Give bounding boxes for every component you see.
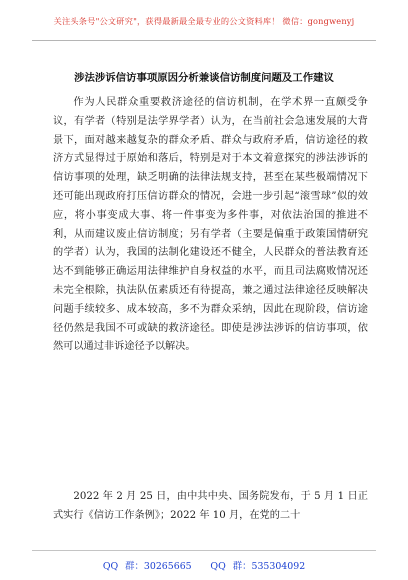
footer-qq-groups: QQ 群：30265665 QQ 群：535304092 xyxy=(102,561,306,572)
body-paragraph-1: 作为人民群众重要救济途径的信访机制，在学术界一直颇受争议，有学者（特别是法学界学者）认为，在当前社会急速发展的大背景下，面对越来越复杂的群众矛盾、群众与政府矛盾，信访途径的救济方式显得过于原始和落后，特别是对于本文着意探究的涉法涉诉的信访事项的处理，缺乏明确的法律法规支持，甚至在某些极端情况下还可能出现政府打压信访群众的情况，会进一步引起“滚雪球”似的效应，将小事变成大事、将一件事变为多件事，对依法治国的推进不利，从而建议废止信访制度；另有学者（主要是偏重于政策国情研究的学者）认为，我国的法制化建设还不健全，人民群众的普法教育还达不到能够正确运用法律维护自身权益的水平，而且司法腐败情况还未完全根除，执法队伍素质还有待提高，兼之通过法律途径反映解决问题手续较多、成本较高，多不为群众采纳，因此在现阶段，信访途径仍然是我国不可或缺的救济途径。即使是涉法涉诉的信访事项，依然可以通过非诉途径予以解决。 xyxy=(53,97,368,353)
body-paragraph-2: 2022 年 2 月 25 日，由中共中央、国务院发布，于 5 月 1 日正式实行《信访工作条例》；2022 年 10 月，在党的二十 xyxy=(53,491,368,521)
document-title: 涉法涉诉信访事项原因分析兼谈信访制度问题及工作建议 xyxy=(74,72,334,84)
footer-divider xyxy=(32,550,376,551)
header-promo-note: 关注头条号"公文研究"，获得最新最全最专业的公文资料库！ 微信：gongwenyj xyxy=(53,16,355,26)
header-divider xyxy=(32,40,376,41)
